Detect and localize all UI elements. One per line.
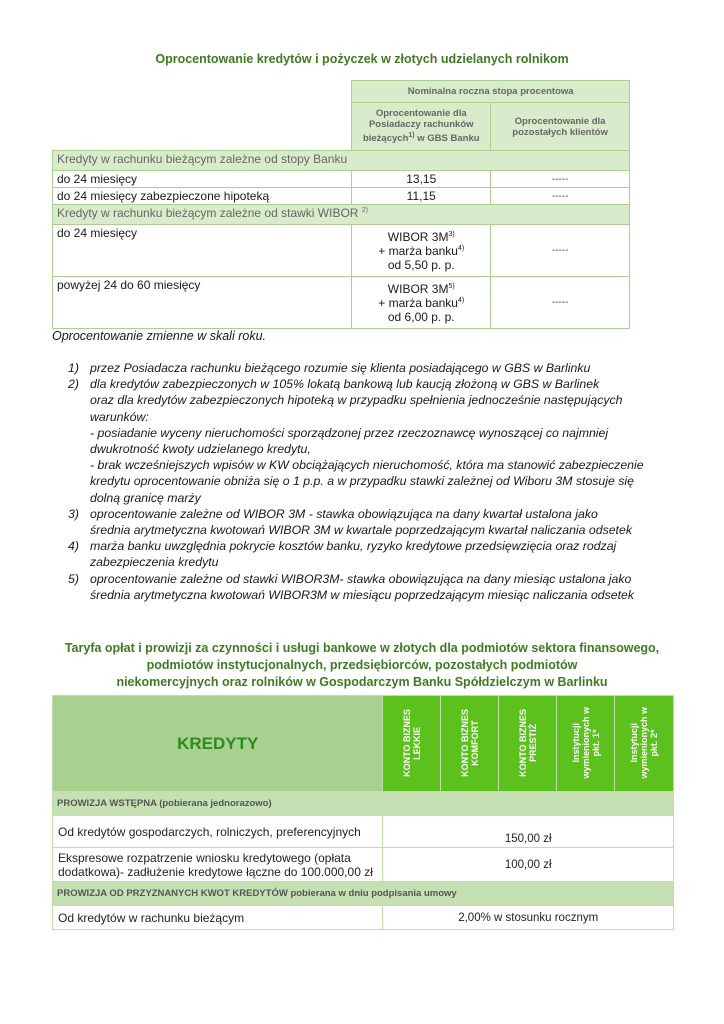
row-other: ----- [491,188,630,205]
table-row [53,225,630,277]
column-konto-lekkie: KONTO BIZNES LEKKIE [383,696,441,792]
column-institutions-1: Instytucji wymienionych w pkt. 1* [557,696,615,792]
header-other-clients: Oprocentowanie dla pozostałych klientów [491,103,630,151]
row-label: do 24 miesięcy [53,171,352,188]
section-bank-rate: Kredyty w rachunku bieżącym zależne od stopy Banku [53,151,630,171]
section-wibor-rate: Kredyty w rachunku bieżącym zależne od stawki WIBOR $^{2)}$ [53,205,630,225]
row-other: ----- [491,171,630,188]
row-value: WIBOR $3M^{3)}$ + marża banku$^{4)}$ od 5,50 p. p. [352,225,491,277]
footnote-2: 2) dla kredytów zabezpieczonych w 105% lokatą bankową lub kaucją złożoną w GBS w Barlinek oraz dla kredytów zabezpieczonych hipoteką w przypadku spełnienia jednocześnie następujących warunków: - posiadanie wyceny nieruchomości sporządzonej przez rzeczoznawcę wynoszącej co najmniej dwukrotność kwoty udzielanego kredytu, - brak wcześniejszych wpisów w KW obciążających nieruchomość, która ma stanowić zabezpieczenie kredytu oprocentowanie obniża się o 1 p.p. a w przypadku stawki zależnej od Wiboru 3M stosuje się dolną granicę marży [68,377,644,505]
table-row [53,848,674,882]
table-row [53,816,674,848]
footnote-3: 3) oprocentowanie zależne od WIBOR 3M - stawka obowiązująca na dany kwartał ustalona jako średnia arytmetyczna kwotowań WIBOR 3M w kwartale poprzedzającym kwartał naliczania odsetek [68,506,632,538]
row-label: Ekspresowe rozpatrzenie wniosku kredytowego (opłata dodatkowa)- zadłużenie kredytowe łączne do 100.000,00 zł [53,848,383,882]
row-label: do 24 miesięcy zabezpieczone hipoteką [53,188,352,205]
header-nominal-rate: Nominalna roczna stopa procentowa [352,81,630,103]
row-value: 100,00 zł [383,848,674,882]
fees-table-header: KREDYTY [53,696,383,792]
row-label: Od kredytów w rachunku bieżącym [53,906,383,930]
fees-table [52,695,674,930]
row-other: ----- [491,277,630,329]
section-title-interest: Oprocentowanie kredytów i pożyczek w złotych udzielanych rolnikom [155,52,569,66]
header-account-holders: Oprocentowanie dla Posiadaczy rachunków bieżących$^{1)}$ w GBS Banku [352,103,491,151]
table-row [53,171,630,188]
footnote-5: 5) oprocentowanie zależne od stawki WIBOR3M- stawka obowiązująca na dany miesiąc ustalona jako średnia arytmetyczna kwotowań WIBOR3M w miesiącu poprzedzającym miesiąc naliczania odsetek [68,571,635,602]
row-value: 150,00 zł [383,816,674,848]
row-other: ----- [491,225,630,277]
footnote-4: 4) marża banku uwzględnia pokrycie kosztów banku, ryzyko kredytowe przedsięwzięcia oraz rodzaj zabezpieczenia kredytu [68,539,617,570]
footnote-1: 1) przez Posiadacza rachunku bieżącego rozumie się klienta posiadającego w GBS w Barlinku [68,361,591,375]
row-label: do 24 miesięcy [53,225,352,277]
section-initial-commission: PROWIZJA WSTĘPNA (pobierana jednorazowo) [53,792,674,816]
variable-rate-note: Oprocentowanie zmienne w skali roku. [52,329,266,343]
interest-rate-table [52,80,630,329]
row-value: WIBOR $3M^{5)}$ + marża banku$^{4)}$ od 6,00 p. p. [352,277,491,329]
table-row [53,188,630,205]
row-label: powyżej 24 do 60 miesięcy [53,277,352,329]
row-value: 11,15 [352,188,491,205]
section-title-fees: Taryfa opłat i prowizji za czynności i usługi bankowe w złotych dla podmiotów sektora finansowego, podmiotów instytucjonalnych, przedsiębiorców, pozostałych podmiotów niekomercyjnych oraz rolników w Gospodarczym Banku Spółdzielczym w Barlinku [64,641,660,689]
footnotes [68,360,668,603]
column-konto-prestiz: KONTO BIZNES PRESTIŻ [499,696,557,792]
table-row [53,906,674,930]
row-value: 2,00% w stosunku rocznym [383,906,674,930]
section-granted-commission: PROWIZJA OD PRZYZNANYCH KWOT KREDYTÓW pobierana w dniu podpisania umowy [53,882,674,906]
row-label: Od kredytów gospodarczych, rolniczych, preferencyjnych [53,816,383,848]
table-row [53,277,630,329]
column-institutions-2: Instytucji wymienionych w pkt. 2* [615,696,674,792]
row-value: 13,15 [352,171,491,188]
column-konto-komfort: KONTO BIZNES KOMFORT [441,696,499,792]
